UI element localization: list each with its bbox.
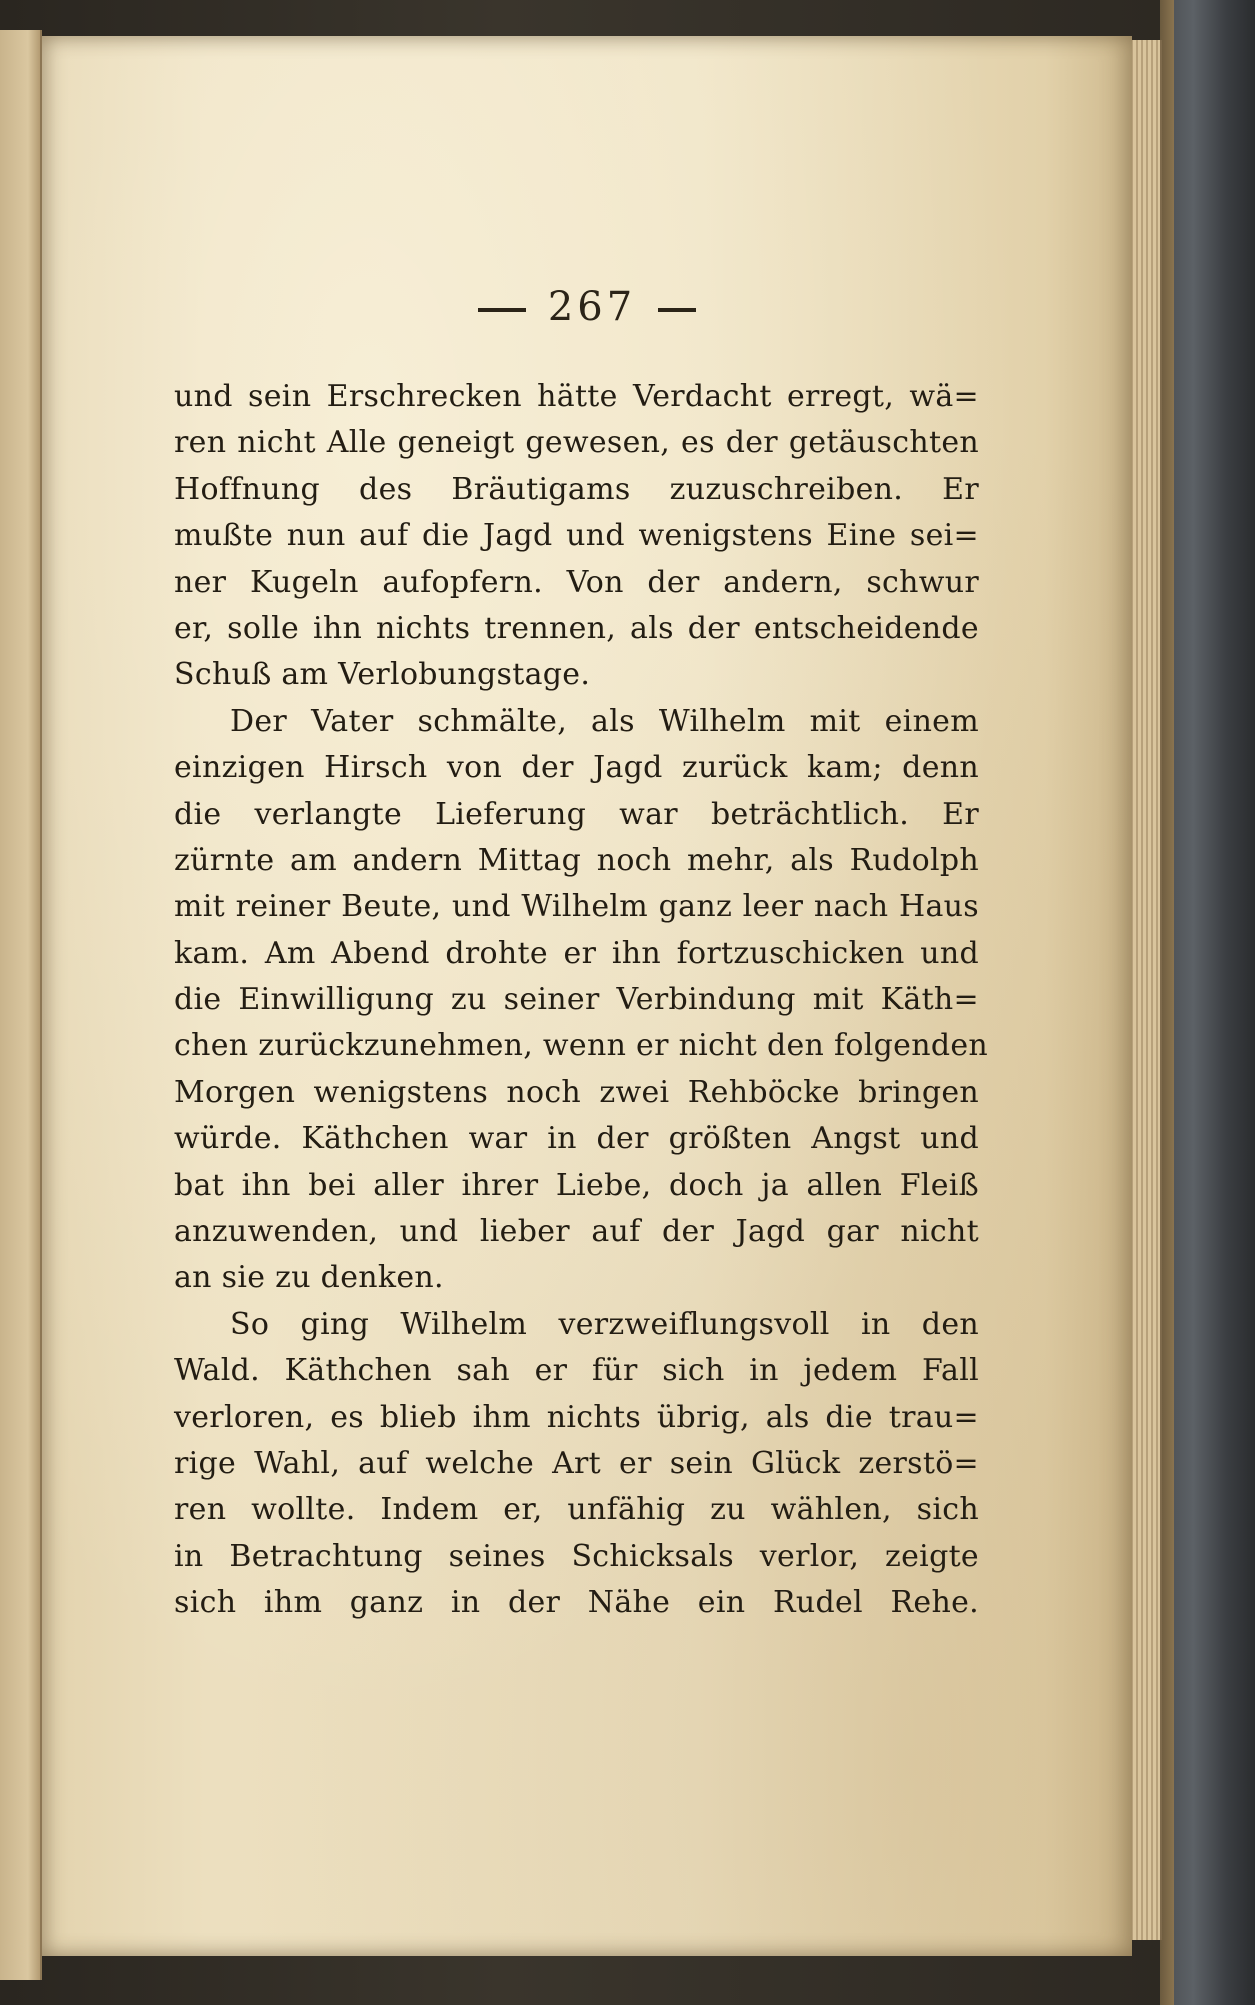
text-line: würde. Käthchen war in der größten Angst und bbox=[174, 1121, 979, 1157]
text-line: chen zurückzunehmen, wenn er nicht den folgenden bbox=[174, 1028, 989, 1064]
text-line: in Betrachtung seines Schicksals verlor, zeigte bbox=[174, 1538, 979, 1574]
text-line: ren wollte. Indem er, unfähig zu wählen, sich bbox=[174, 1492, 979, 1528]
text-line: mit reiner Beute, und Wilhelm ganz leer nach Haus bbox=[174, 889, 979, 925]
text-line: rige Wahl, auf welche Art er sein Glück zerstö= bbox=[174, 1445, 979, 1481]
text-line: Morgen wenigstens noch zwei Rehböcke bringen bbox=[174, 1074, 979, 1110]
text-line: Wald. Käthchen sah er für sich in jedem Fall bbox=[174, 1353, 979, 1389]
text-line: an sie zu denken. bbox=[174, 1260, 444, 1296]
book-cover-edge bbox=[1160, 0, 1255, 2005]
text-line: Hoffnung des Bräutigams zuzuschreiben. Er bbox=[174, 471, 979, 507]
text-line: ner Kugeln aufopfern. Von der andern, schwur bbox=[174, 564, 979, 600]
body-text bbox=[174, 374, 989, 1627]
text-line: So ging Wilhelm verzweiflungsvoll in den bbox=[230, 1306, 979, 1342]
text-line: er, solle ihn nichts trennen, als der entscheidende bbox=[174, 610, 979, 646]
text-line: einzigen Hirsch von der Jagd zurück kam; denn bbox=[174, 750, 979, 786]
text-line: zürnte am andern Mittag noch mehr, als Rudolph bbox=[174, 842, 979, 878]
left-rule bbox=[478, 308, 526, 312]
text-line: Der Vater schmälte, als Wilhelm mit einem bbox=[230, 703, 979, 739]
text-line: verloren, es blieb ihm nichts übrig, als die trau= bbox=[174, 1399, 979, 1435]
text-line: und sein Erschrecken hätte Verdacht erregt, wä= bbox=[174, 379, 979, 414]
text-line: die Einwilligung zu seiner Verbindung mit Käth= bbox=[174, 982, 979, 1018]
right-rule bbox=[658, 308, 696, 312]
facing-page-edge bbox=[0, 30, 42, 1980]
text-line: mußte nun auf die Jagd und wenigstens Eine sei= bbox=[174, 518, 979, 554]
text-line: kam. Am Abend drohte er ihn fortzuschicken und bbox=[174, 935, 979, 971]
book-page bbox=[42, 36, 1132, 1956]
text-line: anzuwenden, und lieber auf der Jagd gar nicht bbox=[174, 1214, 979, 1250]
text-line: Schuß am Verlobungstage. bbox=[174, 657, 591, 693]
page-number: 267 bbox=[547, 284, 637, 330]
text-line: die verlangte Lieferung war beträchtlich. Er bbox=[174, 796, 979, 832]
text-line: bat ihn bei aller ihrer Liebe, doch ja allen Fleiß bbox=[174, 1167, 979, 1203]
text-line: ren nicht Alle geneigt gewesen, es der getäuschten bbox=[174, 425, 979, 461]
text-line: sich ihm ganz in der Nähe ein Rudel Rehe. bbox=[174, 1585, 979, 1621]
running-head bbox=[42, 284, 1132, 330]
